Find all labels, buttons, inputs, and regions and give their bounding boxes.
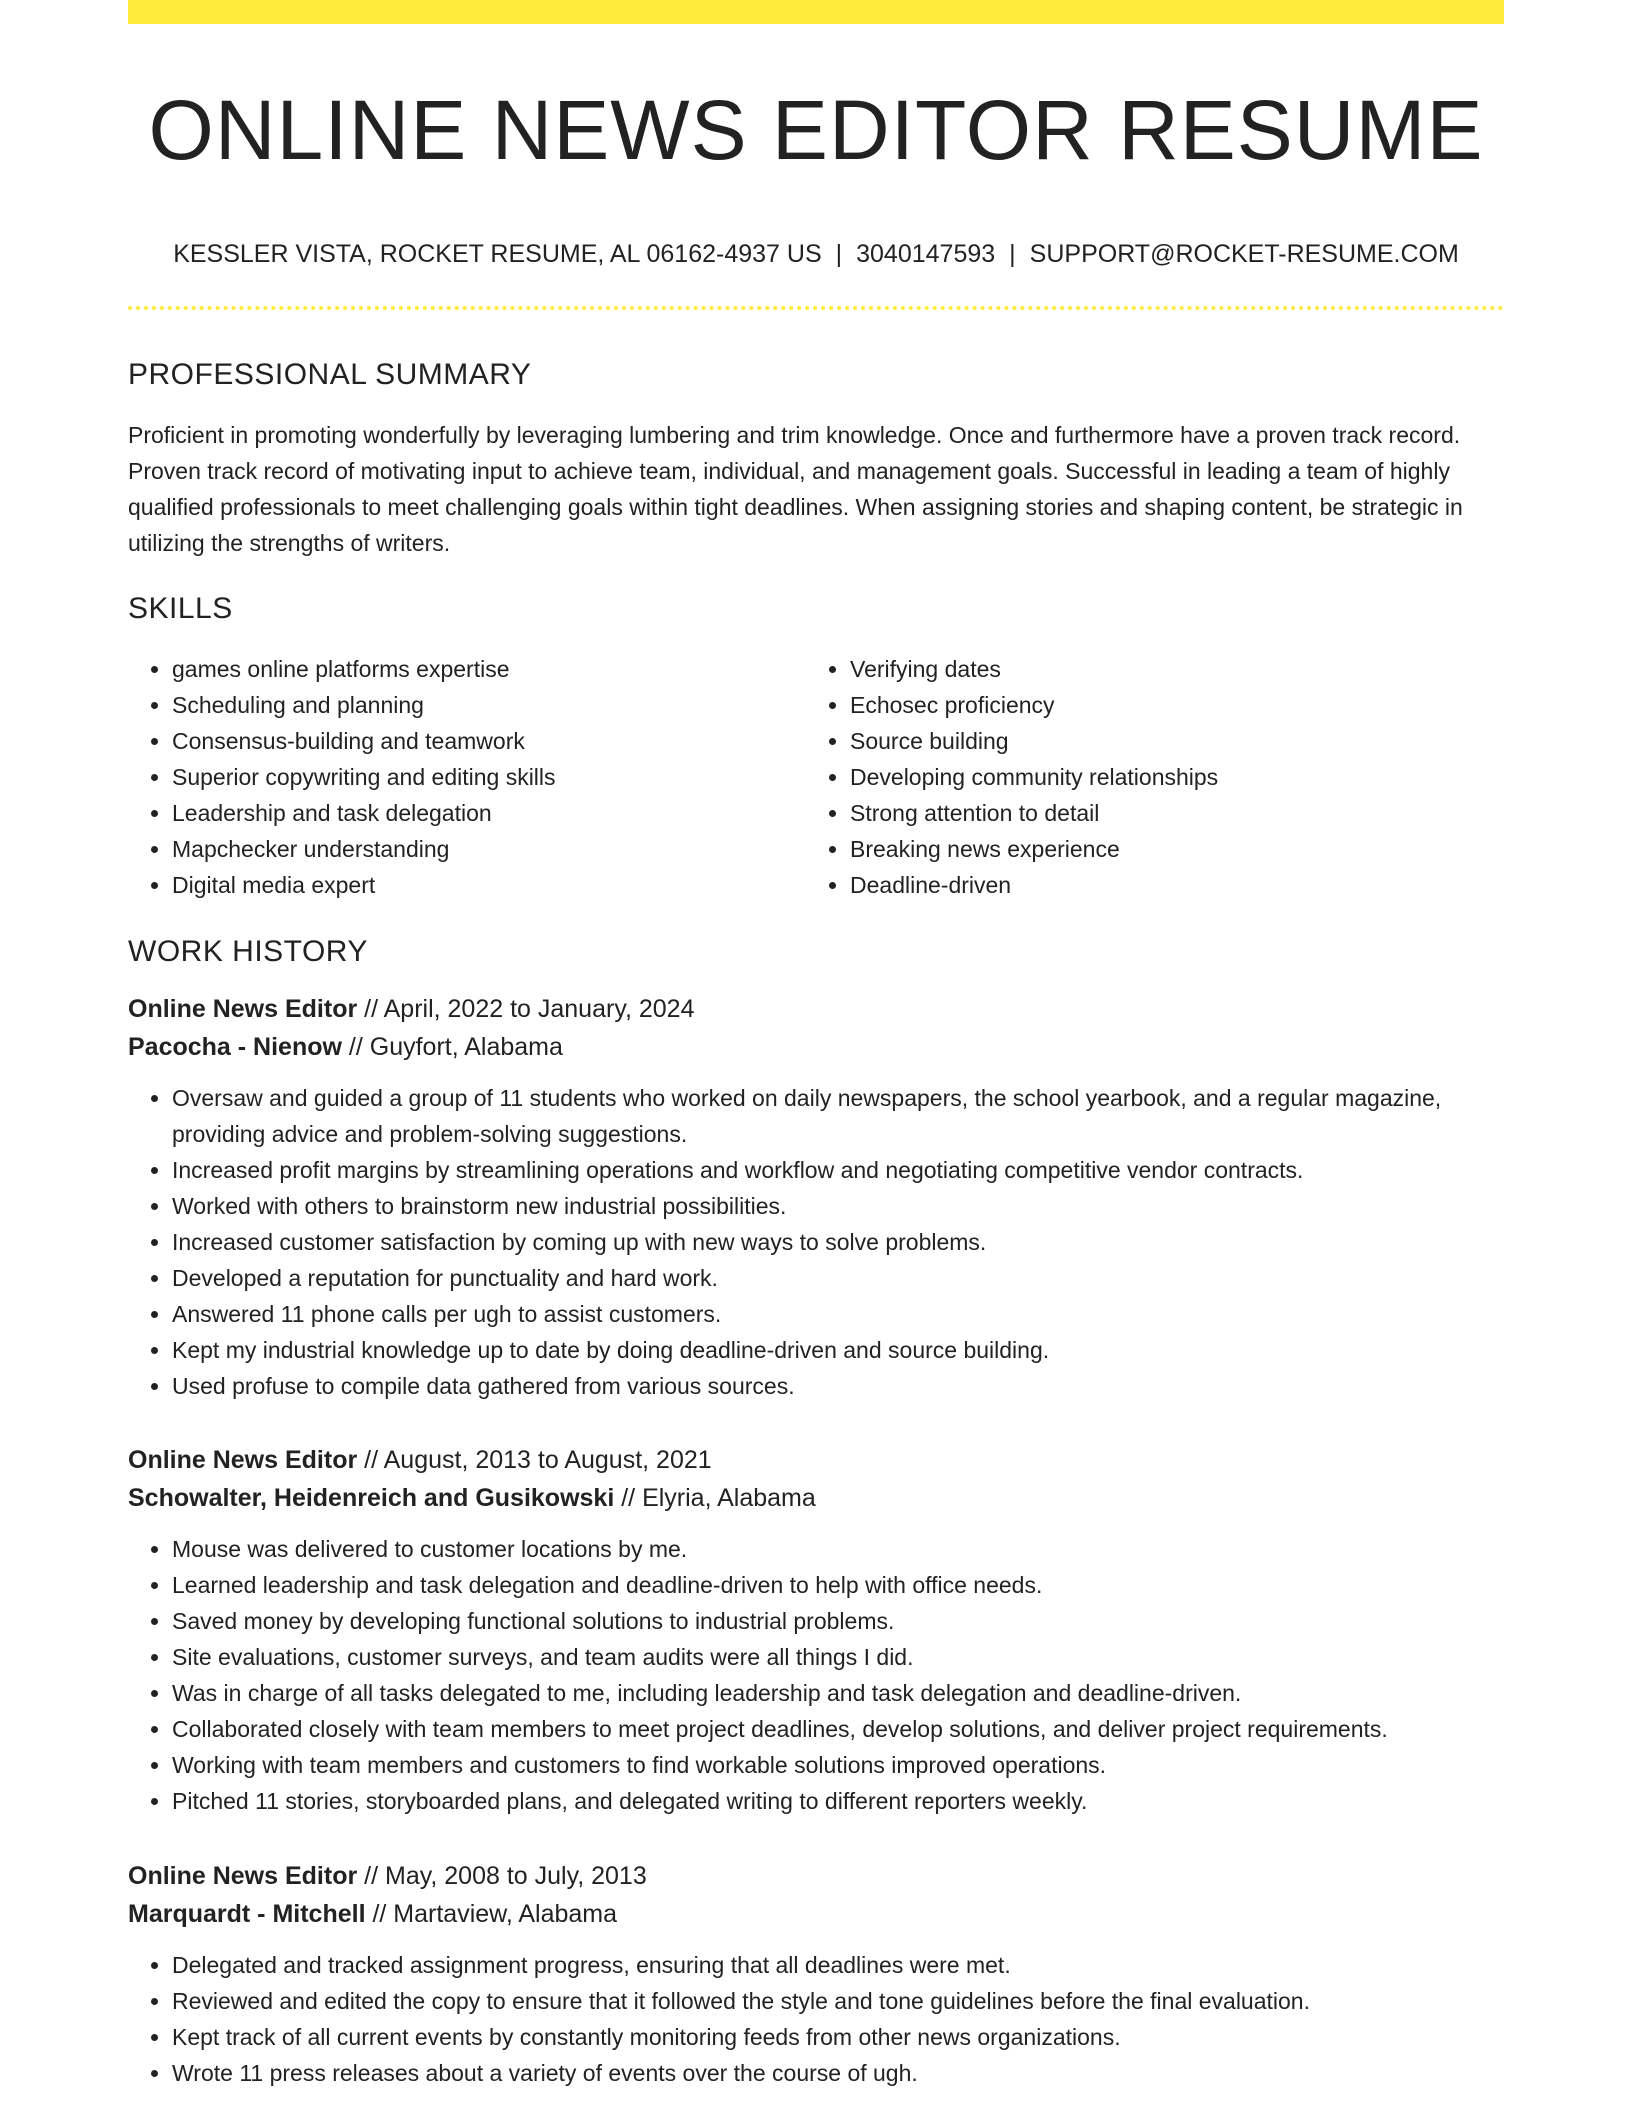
job-title: Online News Editor bbox=[128, 995, 358, 1023]
job-company-line bbox=[128, 1028, 1504, 1066]
job-bullet: • Kept track of all current events by constantly monitoring feeds from other news organizations. bbox=[172, 2019, 1504, 2055]
job-bullets bbox=[128, 1531, 1504, 1819]
skill-item: • Deadline-driven bbox=[850, 867, 1484, 903]
skill-item: • Source building bbox=[850, 723, 1484, 759]
job-dates: // April, 2022 to January, 2024 bbox=[364, 995, 695, 1023]
job-bullets bbox=[128, 1080, 1504, 1404]
job-location: // Guyfort, Alabama bbox=[348, 1033, 563, 1061]
job-bullet: • Kept my industrial knowledge up to date by doing deadline-driven and source building. bbox=[172, 1332, 1504, 1368]
skills-column-left bbox=[128, 651, 806, 903]
job-entry bbox=[128, 990, 1504, 1404]
job-company-line bbox=[128, 1479, 1504, 1517]
job-title-line bbox=[128, 990, 1504, 1028]
skill-item: • Mapchecker understanding bbox=[172, 831, 806, 867]
summary-heading: PROFESSIONAL SUMMARY bbox=[128, 358, 532, 391]
skill-item: • Verifying dates bbox=[850, 651, 1484, 687]
skill-item: • games online platforms expertise bbox=[172, 651, 806, 687]
job-bullet: • Was in charge of all tasks delegated to me, including leadership and task delegation and deadline-driven. bbox=[172, 1675, 1504, 1711]
skills-heading: SKILLS bbox=[128, 592, 233, 625]
skill-item: • Consensus-building and teamwork bbox=[172, 723, 806, 759]
top-accent-bar bbox=[128, 0, 1504, 24]
job-bullet: • Wrote 11 press releases about a variety of events over the course of ugh. bbox=[172, 2055, 1504, 2091]
job-company: Marquardt - Mitchell bbox=[128, 1900, 366, 1928]
job-bullet: • Worked with others to brainstorm new industrial possibilities. bbox=[172, 1188, 1504, 1224]
job-dates: // August, 2013 to August, 2021 bbox=[364, 1446, 712, 1474]
skill-item: • Strong attention to detail bbox=[850, 795, 1484, 831]
job-bullet: • Learned leadership and task delegation and deadline-driven to help with office needs. bbox=[172, 1567, 1504, 1603]
job-bullet: • Working with team members and customers to find workable solutions improved operations. bbox=[172, 1747, 1504, 1783]
skill-item: • Scheduling and planning bbox=[172, 687, 806, 723]
contact-email: SUPPORT@ROCKET-RESUME.COM bbox=[1029, 240, 1459, 268]
work-history-heading: WORK HISTORY bbox=[128, 935, 368, 968]
skill-item: • Superior copywriting and editing skills bbox=[172, 759, 806, 795]
skill-item: • Developing community relationships bbox=[850, 759, 1484, 795]
job-title: Online News Editor bbox=[128, 1446, 358, 1474]
job-bullet: • Developed a reputation for punctuality and hard work. bbox=[172, 1260, 1504, 1296]
job-bullet: • Collaborated closely with team members to meet project deadlines, develop solutions, and deliver project requirements. bbox=[172, 1711, 1504, 1747]
job-bullet: • Pitched 11 stories, storyboarded plans, and delegated writing to different reporters weekly. bbox=[172, 1783, 1504, 1819]
job-bullet: • Answered 11 phone calls per ugh to assist customers. bbox=[172, 1296, 1504, 1332]
skill-item: • Digital media expert bbox=[172, 867, 806, 903]
job-bullet: • Increased profit margins by streamlining operations and workflow and negotiating competitive vendor contracts. bbox=[172, 1152, 1504, 1188]
job-bullet: • Reviewed and edited the copy to ensure that it followed the style and tone guidelines before the final evaluation. bbox=[172, 1983, 1504, 2019]
contact-separator: | bbox=[835, 240, 843, 268]
skill-item: • Echosec proficiency bbox=[850, 687, 1484, 723]
job-bullets bbox=[128, 1947, 1504, 2091]
skill-item: • Leadership and task delegation bbox=[172, 795, 806, 831]
job-title-line bbox=[128, 1441, 1504, 1479]
job-location: // Elyria, Alabama bbox=[621, 1484, 816, 1512]
job-company: Pacocha - Nienow bbox=[128, 1033, 342, 1061]
job-entry bbox=[128, 1441, 1504, 1819]
job-bullet: • Mouse was delivered to customer locations by me. bbox=[172, 1531, 1504, 1567]
job-bullet: • Site evaluations, customer surveys, and team audits were all things I did. bbox=[172, 1639, 1504, 1675]
job-dates: // May, 2008 to July, 2013 bbox=[364, 1862, 647, 1890]
job-title: Online News Editor bbox=[128, 1862, 358, 1890]
dotted-divider bbox=[128, 306, 1504, 310]
contact-line bbox=[128, 236, 1504, 272]
job-bullet: • Saved money by developing functional solutions to industrial problems. bbox=[172, 1603, 1504, 1639]
job-bullet: • Increased customer satisfaction by coming up with new ways to solve problems. bbox=[172, 1224, 1504, 1260]
job-bullet: • Used profuse to compile data gathered from various sources. bbox=[172, 1368, 1504, 1404]
job-bullet: • Oversaw and guided a group of 11 students who worked on daily newspapers, the school yearbook, and a regular magazine, providing advice and problem-solving suggestions. bbox=[172, 1080, 1504, 1152]
job-bullet: • Delegated and tracked assignment progress, ensuring that all deadlines were met. bbox=[172, 1947, 1504, 1983]
job-company-line bbox=[128, 1895, 1504, 1933]
job-location: // Martaview, Alabama bbox=[372, 1900, 618, 1928]
job-entry bbox=[128, 1857, 1504, 2091]
skill-item: • Breaking news experience bbox=[850, 831, 1484, 867]
contact-phone: 3040147593 bbox=[856, 240, 996, 268]
contact-separator: | bbox=[1009, 240, 1016, 268]
contact-address: KESSLER VISTA, ROCKET RESUME, AL 06162-4937 US bbox=[173, 240, 822, 268]
job-company: Schowalter, Heidenreich and Gusikowski bbox=[128, 1484, 615, 1512]
skills-column-right bbox=[806, 651, 1484, 903]
job-title-line bbox=[128, 1857, 1504, 1895]
resume-title: ONLINE NEWS EDITOR RESUME bbox=[148, 83, 1484, 177]
summary-text: Proficient in promoting wonderfully by leveraging lumbering and trim knowledge. Once and furthermore have a proven track record. Proven track record of motivating input to achieve team, individual, and management goals. Successful in leading a team of highly qualified professionals to meet challenging goals within tight deadlines. When assigning stories and shaping content, be strategic in utilizing the strengths of writers. bbox=[128, 422, 1463, 556]
skills-list bbox=[128, 651, 1504, 903]
